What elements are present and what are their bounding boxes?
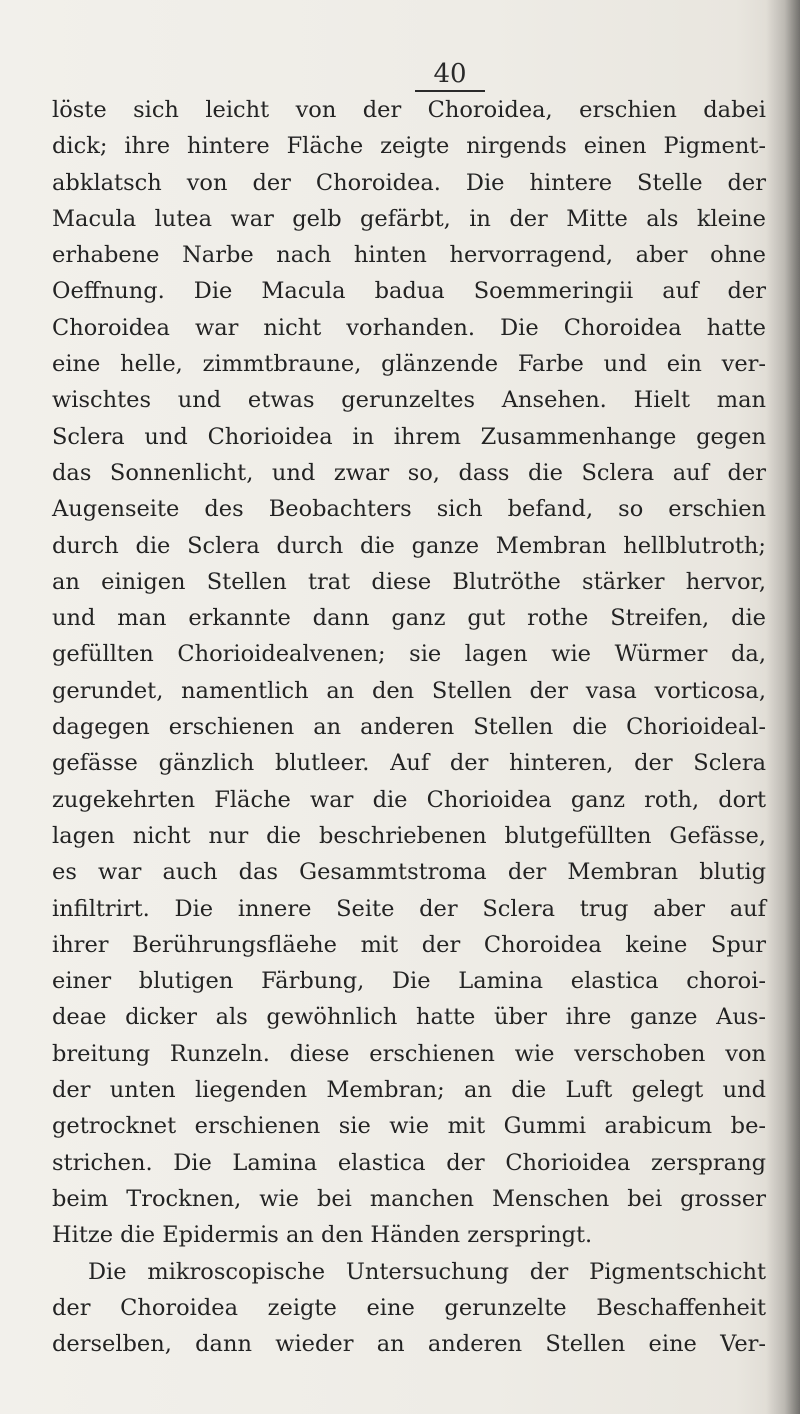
body-text [52, 92, 766, 1362]
text-line: abklatsch von der Choroidea. Die hintere Stelle der [52, 169, 766, 196]
text-line: Choroidea war nicht vorhanden. Die Choroidea hatte [52, 314, 766, 341]
text-line: Die mikroscopische Untersuchung der Pigmentschicht [88, 1258, 766, 1285]
text-line: wischtes und etwas gerunzeltes Ansehen. Hielt man [52, 387, 766, 414]
page-edge-shadow [766, 0, 800, 1414]
text-line: strichen. Die Lamina elastica der Chorioidea zersprang [52, 1149, 766, 1176]
text-line: es war auch das Gesammtstroma der Membran blutig [52, 859, 766, 886]
text-line: beim Trocknen, wie bei manchen Menschen bei grosser [52, 1185, 766, 1212]
text-line: einer blutigen Färbung, Die Lamina elastica choroi- [52, 968, 766, 995]
text-line: gerundet, namentlich an den Stellen der vasa vorticosa, [52, 677, 766, 704]
text-line: durch die Sclera durch die ganze Membran hellblutroth; [52, 532, 766, 559]
text-line: dick; ihre hintere Fläche zeigte nirgends einen Pigment- [52, 133, 766, 160]
text-line: zugekehrten Fläche war die Chorioidea ganz roth, dort [52, 786, 766, 813]
text-line: das Sonnenlicht, und zwar so, dass die Sclera auf der [52, 459, 766, 486]
text-line: und man erkannte dann ganz gut rothe Streifen, die [52, 605, 766, 632]
text-line: eine helle, zimmtbraune, glänzende Farbe und ein ver- [52, 351, 766, 378]
text-line: Sclera und Chorioidea in ihrem Zusammenhange gegen [52, 423, 766, 450]
text-line: der unten liegenden Membran; an die Luft gelegt und [52, 1077, 766, 1104]
page-number: 40 [415, 60, 485, 92]
text-line: breitung Runzeln. diese erschienen wie verschoben von [52, 1040, 766, 1067]
text-line: löste sich leicht von der Choroidea, erschien dabei [52, 97, 766, 123]
text-line: erhabene Narbe nach hinten hervorragend, aber ohne [52, 242, 766, 269]
text-line: lagen nicht nur die beschriebenen blutgefüllten Gefässe, [52, 822, 766, 849]
text-line: gefässe gänzlich blutleer. Auf der hinteren, der Sclera [52, 750, 766, 777]
text-line: Macula lutea war gelb gefärbt, in der Mitte als kleine [52, 205, 766, 232]
text-line: der Choroidea zeigte eine gerunzelte Beschaffenheit [52, 1294, 766, 1321]
text-line: Oeffnung. Die Macula badua Soemmeringii auf der [52, 278, 766, 305]
text-line: gefüllten Chorioidealvenen; sie lagen wie Würmer da, [52, 641, 766, 668]
text-line: infiltrirt. Die innere Seite der Sclera trug aber auf [52, 895, 766, 922]
text-line: Hitze die Epidermis an den Händen zerspringt. [52, 1222, 593, 1249]
text-line: ihrer Berührungsfläehe mit der Choroidea keine Spur [52, 931, 766, 958]
text-line: dagegen erschienen an anderen Stellen die Chorioideal- [52, 714, 766, 741]
text-line: an einigen Stellen trat diese Blutröthe stärker hervor, [52, 568, 766, 595]
text-line: deae dicker als gewöhnlich hatte über ihre ganze Aus- [52, 1004, 766, 1031]
text-line: Augenseite des Beobachters sich befand, so erschien [52, 496, 766, 523]
text-line: derselben, dann wieder an anderen Stellen eine Ver- [52, 1331, 766, 1358]
text-line: getrocknet erschienen sie wie mit Gummi arabicum be- [52, 1113, 766, 1140]
